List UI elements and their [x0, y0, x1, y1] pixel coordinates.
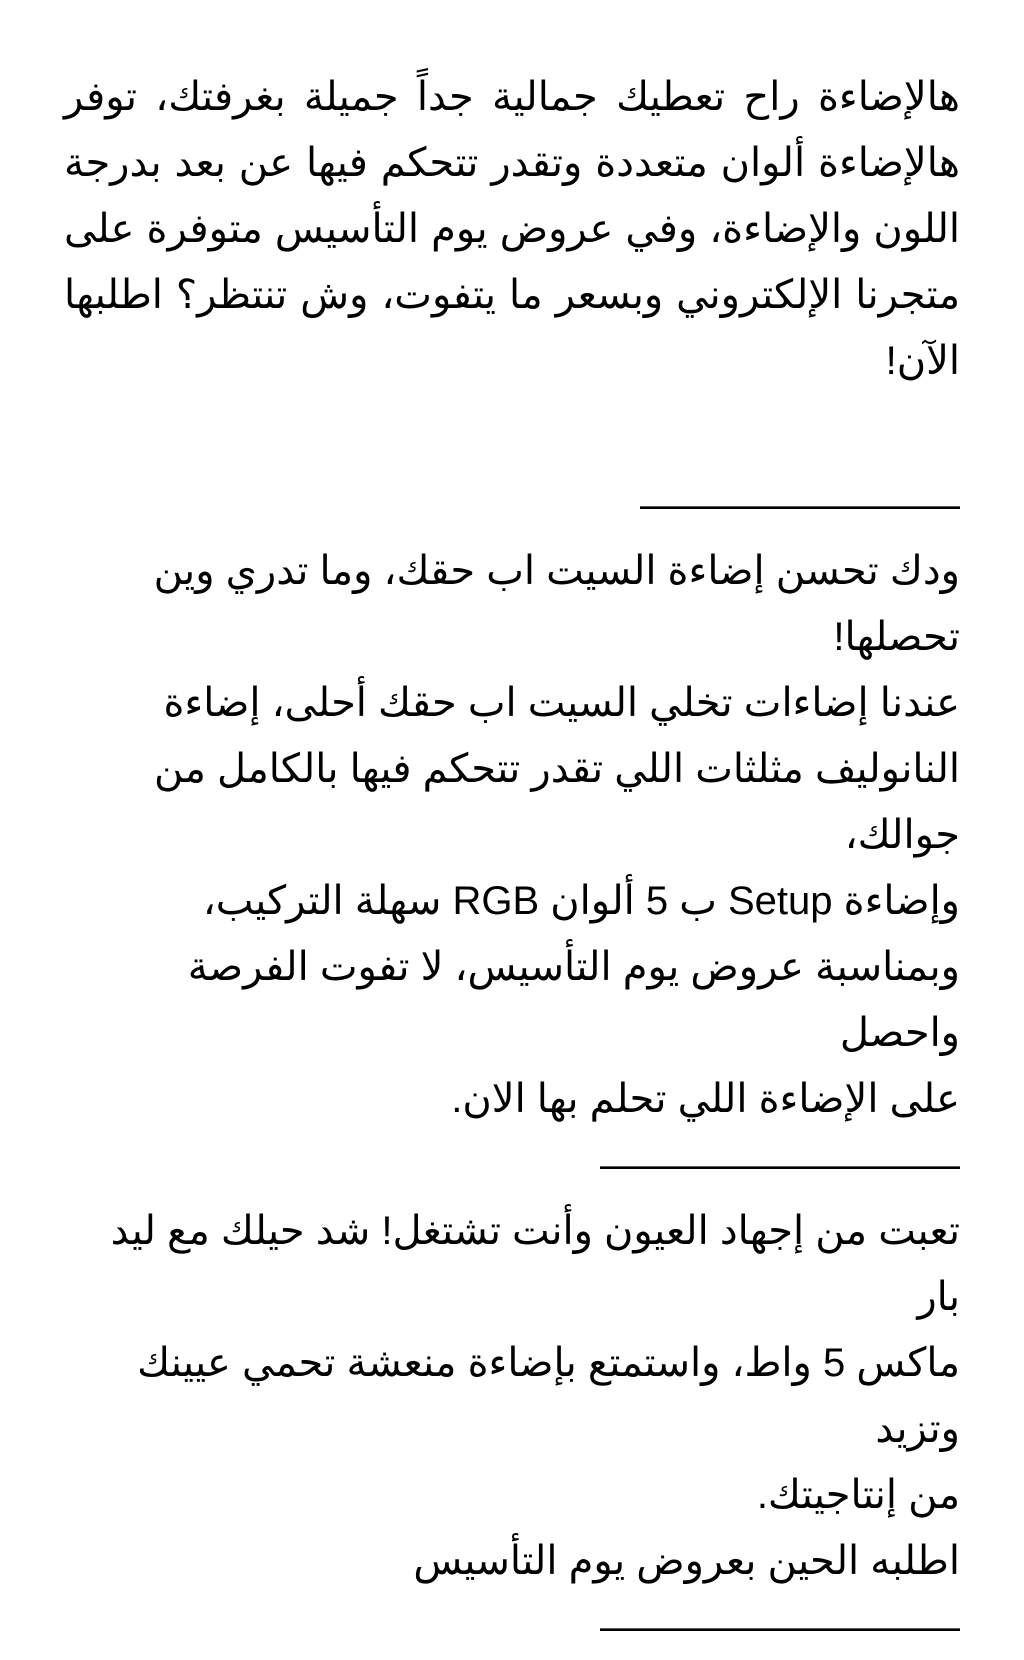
text-line: ماكس 5 واط، واستمتع بإضاءة منعشة تحمي عيينك وتزيد — [137, 1341, 960, 1451]
text-line: على الإضاءة اللي تحلم بها الان. — [451, 1077, 960, 1121]
text-line: تحصلها! — [833, 615, 960, 659]
divider-line: ————————— — [600, 1143, 960, 1187]
paragraph-led-bar — [64, 1198, 960, 1594]
text-line: اطلبه الحين بعروض يوم التأسيس — [413, 1539, 960, 1583]
divider-line: ———————— — [640, 483, 960, 527]
document-page — [64, 64, 960, 1660]
text-line: ودك تحسن إضاءة السيت اب حقك، وما تدري وين — [153, 549, 960, 593]
text-line: تعبت من إجهاد العيون وأنت تشتغل! شد حيلك مع ليد بار — [110, 1209, 960, 1319]
divider-line: ————————— — [600, 1605, 960, 1649]
spacer — [64, 394, 960, 472]
paragraph-setup-lighting — [64, 538, 960, 1132]
text-line: وإضاءة Setup ب 5 ألوان RGB سهلة التركيب، — [202, 879, 960, 923]
text-line: عندنا إضاءات تخلي السيت اب حقك أحلى، إضاءة — [163, 681, 960, 725]
text-line: وبمناسبة عروض يوم التأسيس، لا تفوت الفرصة واحصل — [187, 945, 960, 1055]
text-line: من إنتاجيتك. — [756, 1473, 960, 1517]
text-line: النانوليف مثلثات اللي تقدر تتحكم فيها بالكامل من جوالك، — [154, 747, 960, 857]
paragraph-lighting-gift: هالإضاءة راح تعطيك جمالية جداً جميلة بغرفتك، توفر هالإضاءة ألوان متعددة وتقدر تتحكم فيها عن بعد بدرجة اللون والإضاءة، وفي عروض يوم التأسيس متوفرة على متجرنا الإلكتروني وبسعر ما يتفوت، وش تنتظر؟ اطلبها الآن! — [64, 75, 960, 383]
